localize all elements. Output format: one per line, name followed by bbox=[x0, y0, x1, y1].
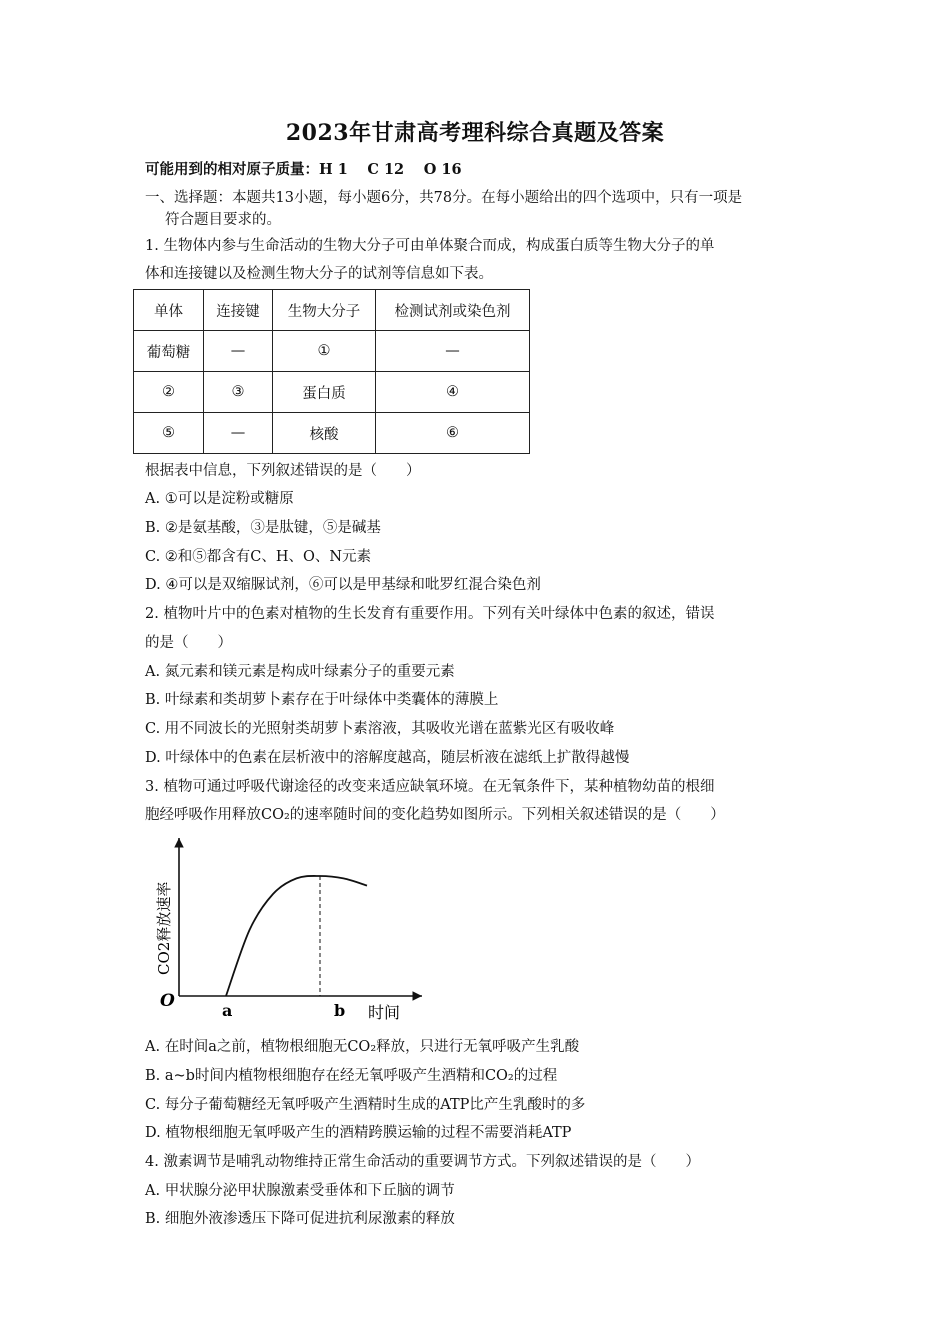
section-instructions-cont: 符合题目要求的。 bbox=[165, 212, 281, 228]
atomic-mass-note: 可能用到的相对原子质量：H 1 C 12 O 16 bbox=[145, 161, 462, 178]
table-cell: ⑥ bbox=[376, 413, 530, 454]
origin-label: O bbox=[160, 991, 175, 1011]
q1-option-b: B. ②是氨基酸，③是肽键，⑤是碱基 bbox=[145, 520, 381, 536]
q1-option-a: A. ①可以是淀粉或糖原 bbox=[145, 491, 294, 507]
x-tick-label-a: a bbox=[222, 1001, 233, 1020]
table-header-cell: 连接键 bbox=[204, 290, 273, 331]
q4-option-b: B. 细胞外液渗透压下降可促进抗利尿激素的释放 bbox=[145, 1211, 455, 1227]
q2-option-d: D. 叶绿体中的色素在层析液中的溶解度越高，随层析液在滤纸上扩散得越慢 bbox=[145, 750, 630, 766]
table-row bbox=[134, 331, 530, 372]
section-instructions: 一、选择题：本题共13小题，每小题6分，共78分。在每小题给出的四个选项中，只有一项是 bbox=[145, 190, 743, 206]
table-header-cell: 检测试剂或染色剂 bbox=[376, 290, 530, 331]
q2-option-c: C. 用不同波长的光照射类胡萝卜素溶液，其吸收光谱在蓝紫光区有吸收峰 bbox=[145, 721, 615, 737]
table-cell: — bbox=[204, 413, 273, 454]
x-axis-label: 时间 bbox=[368, 1003, 401, 1022]
table-cell: ① bbox=[273, 331, 376, 372]
table-cell: ⑤ bbox=[134, 413, 204, 454]
table-row bbox=[134, 372, 530, 413]
q4-stem: 4. 激素调节是哺乳动物维持正常生命活动的重要调节方式。下列叙述错误的是（ ） bbox=[145, 1154, 700, 1170]
table-cell: 蛋白质 bbox=[273, 372, 376, 413]
q2-stem: 2. 植物叶片中的色素对植物的生长发育有重要作用。下列有关叶绿体中色素的叙述，错误 bbox=[145, 606, 715, 622]
q3-option-c: C. 每分子葡萄糖经无氧呼吸产生酒精时生成的ATP比产生乳酸时的多 bbox=[145, 1097, 586, 1113]
table-cell: — bbox=[376, 331, 530, 372]
q4-option-a: A. 甲状腺分泌甲状腺激素受垂体和下丘脑的调节 bbox=[145, 1183, 455, 1199]
table-header-row bbox=[134, 290, 530, 331]
q3-stem-cont: 胞经呼吸作用释放CO₂的速率随时间的变化趋势如图所示。下列相关叙述错误的是（ ） bbox=[145, 807, 725, 823]
co2-rate-chart bbox=[150, 830, 450, 1030]
table-header-cell: 单体 bbox=[134, 290, 204, 331]
q2-option-b: B. 叶绿素和类胡萝卜素存在于叶绿体中类囊体的薄膜上 bbox=[145, 692, 499, 708]
q1-table bbox=[133, 289, 530, 454]
q3-option-b: B. a~b时间内植物根细胞存在经无氧呼吸产生酒精和CO₂的过程 bbox=[145, 1068, 558, 1084]
table-row bbox=[134, 413, 530, 454]
x-tick-label-b: b bbox=[334, 1001, 346, 1020]
q1-option-c: C. ②和⑤都含有C、H、O、N元素 bbox=[145, 549, 372, 565]
table-cell: ③ bbox=[204, 372, 273, 413]
table-cell: ② bbox=[134, 372, 204, 413]
q1-option-d: D. ④可以是双缩脲试剂，⑥可以是甲基绿和吡罗红混合染色剂 bbox=[145, 577, 541, 593]
table-cell: ④ bbox=[376, 372, 530, 413]
q3-stem: 3. 植物可通过呼吸代谢途径的改变来适应缺氧环境。在无氧条件下，某种植物幼苗的根细 bbox=[145, 779, 715, 795]
q2-option-a: A. 氮元素和镁元素是构成叶绿素分子的重要元素 bbox=[145, 664, 455, 680]
y-axis-label: CO2释放速率 bbox=[155, 881, 173, 975]
page-title: 2023年甘肃高考理科综合真题及答案 bbox=[285, 120, 665, 146]
table-cell: 葡萄糖 bbox=[134, 331, 204, 372]
q2-stem-cont: 的是（ ） bbox=[145, 635, 232, 651]
table-header-cell: 生物大分子 bbox=[273, 290, 376, 331]
q3-option-a: A. 在时间a之前，植物根细胞无CO₂释放，只进行无氧呼吸产生乳酸 bbox=[145, 1039, 580, 1055]
q3-option-d: D. 植物根细胞无氧呼吸产生的酒精跨膜运输的过程不需要消耗ATP bbox=[145, 1125, 572, 1141]
q1-question: 根据表中信息，下列叙述错误的是（ ） bbox=[145, 463, 421, 479]
q1-stem-cont: 体和连接键以及检测生物大分子的试剂等信息如下表。 bbox=[145, 266, 493, 282]
table-cell: — bbox=[204, 331, 273, 372]
table-cell: 核酸 bbox=[273, 413, 376, 454]
co2-curve bbox=[226, 876, 367, 996]
q1-stem: 1. 生物体内参与生命活动的生物大分子可由单体聚合而成，构成蛋白质等生物大分子的单 bbox=[145, 238, 715, 254]
